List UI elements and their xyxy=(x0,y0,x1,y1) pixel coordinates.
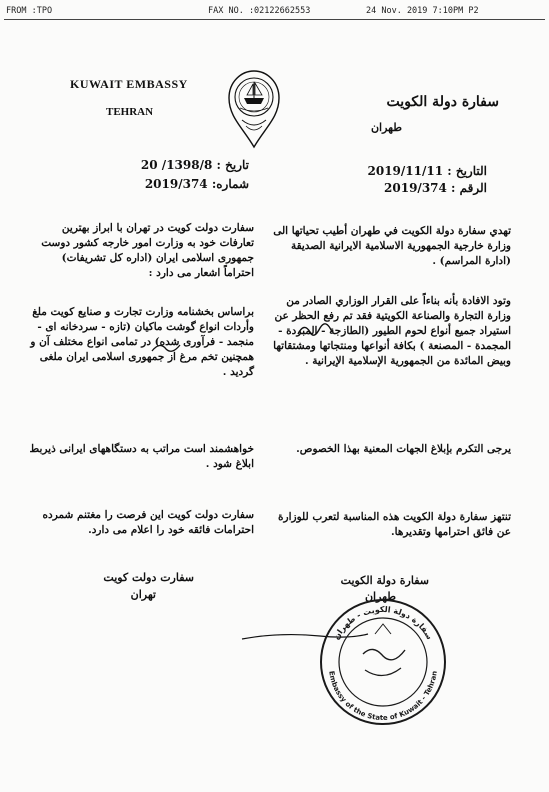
arabic-paragraph-2: وتود الافادة بأنه بناءاً على القرار الوزاري الصادر من وزارة التجارة والصناعة الكويتية فقد تم رفع الحظر عن استيراد جميع أنواع لحوم الطيور (الطازجة - المبردة - المجمدة - المصنعة ) بكافة أنواعها ومنتجاتها ومشتقاتها وبيض المائدة من الجمهورية الإسلامية الإيرانية . xyxy=(273,295,511,367)
embassy-title-ar: سفارة دولة الكويت xyxy=(386,94,499,110)
persian-signature-name: سفارت دولت کویت xyxy=(103,571,194,584)
arabic-paragraph-4: تنتهز سفارة دولة الكويت هذه المناسبة لتعرب للوزارة عن فائق احترامها وتقديرها. xyxy=(278,511,511,538)
fax-datetime: 24 Nov. 2019 7:10PM P2 xyxy=(366,6,479,16)
arabic-paragraph-3: يرجى التكرم بإبلاغ الجهات المعنية بهذا الخصوص. xyxy=(296,443,511,455)
embassy-city-en: TEHRAN xyxy=(106,106,154,118)
persian-paragraph-2: براساس بخشنامه وزارت تجارت و صنایع کویت ملغ وأردات انواع گوشت ماکیان (تازه - سردخانه ای - منجمد - فرآوری شده) در تمامی انواع مختلف آن و همچنین تخم مرغ از جمهوری اسلامی ایران ملغی گردید . xyxy=(30,306,254,378)
persian-signature-city: تهران xyxy=(130,588,156,601)
svg-text:Embassy of the State of Kuwait xyxy=(327,670,439,722)
kuwait-emblem-icon xyxy=(224,68,284,150)
embassy-city-ar: طهران xyxy=(370,121,402,134)
fax-header-rule xyxy=(4,19,545,20)
arabic-signature-city: طهران xyxy=(364,590,396,603)
persian-paragraph-3: خواهشمند است مراتب به دستگاههای ایرانی ذیربط ابلاغ شود . xyxy=(29,443,254,470)
embassy-title-en: KUWAIT EMBASSY xyxy=(70,77,188,91)
stamp-arabic-text: سفارة دولة الكويت - طهران xyxy=(331,604,435,642)
arabic-signature-name: سفارة دولة الكويت xyxy=(340,574,429,587)
arabic-paragraph-1: تهدي سفارة دولة الكويت في طهران أطيب تحياتها الى وزارة خارجية الجمهورية الاسلامية الايرانية الصديقة (ادارة المراسم) . xyxy=(273,225,511,267)
embassy-stamp-icon xyxy=(315,594,450,729)
persian-paragraph-1: سفارت دولت کویت در تهران با ابراز بهترین تعارفات خود به وزارت امور خارجه کشور دوست جمهوری اسلامی ایران (اداره کل تشریفات) احتراماً اشعار می دارد : xyxy=(41,222,254,279)
handwriting-mark-icon xyxy=(296,320,336,344)
fax-number: FAX NO. :02122662553 xyxy=(208,6,311,16)
ar-date: التاريخ : 2019/11/11 xyxy=(367,164,487,178)
persian-paragraph-4: سفارت دولت کویت این فرصت را مغتنم شمرده احترامات فائقه خود را اعلام می دارد. xyxy=(42,509,254,536)
fax-header xyxy=(0,6,549,20)
fax-from: FROM :TPO xyxy=(6,6,53,16)
fa-date: تاريخ : 1398/8/ 20 xyxy=(140,158,249,172)
handwriting-mark-icon xyxy=(150,339,184,357)
stamp-english-text: Embassy of the State of Kuwait - Tehran xyxy=(327,670,439,723)
ar-number: الرقم : 2019/374 xyxy=(384,181,487,195)
fa-number: شماره: 2019/374 xyxy=(144,177,249,191)
